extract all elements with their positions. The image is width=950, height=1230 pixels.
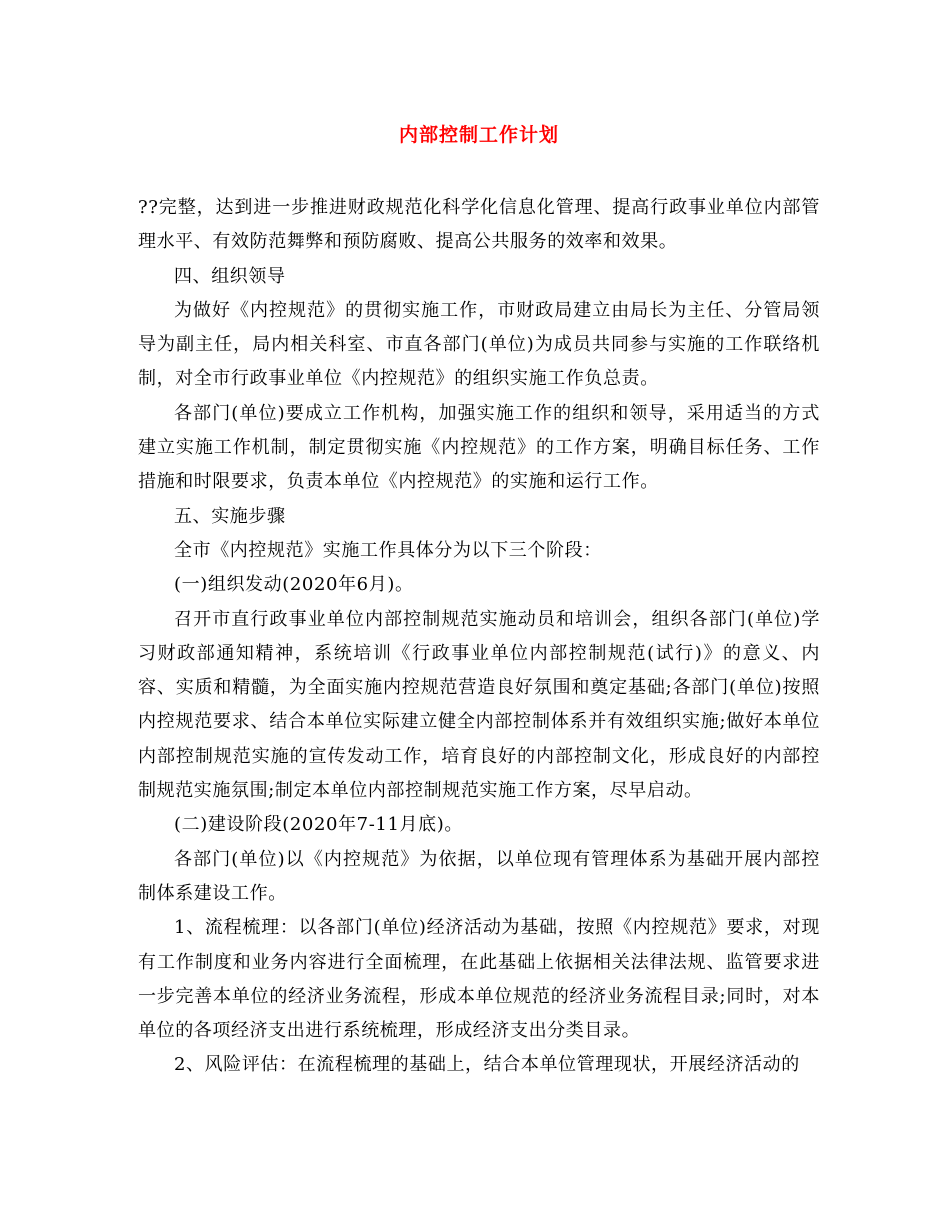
paragraph: 五、实施步骤 [174,505,286,527]
document-title: 内部控制工作计划 [398,124,559,146]
paragraph: 1、流程梳理：以各部门(单位)经济活动为基础，按照《内控规范》要求，对现有工作制度和业务内容进行全面梳理，在此基础上依据相关法律法规、监管要求进一步完善本单位的经济业务流程，形成本单位规范的经济业务流程目录;同时，对本单位的各项经济支出进行系统梳理，形成经济支出分类目录。 [138,917,820,1042]
paragraph: ??完整，达到进一步推进财政规范化科学化信息化管理、提高行政事业单位内部管理水平、有效防范舞弊和预防腐败、提高公共服务的效率和效果。 [138,197,820,253]
paragraph: 各部门(单位)以《内控规范》为依据，以单位现有管理体系为基础开展内部控制体系建设工作。 [138,848,820,904]
paragraph: 各部门(单位)要成立工作机构，加强实施工作的组织和领导，采用适当的方式建立实施工作机制，制定贯彻实施《内控规范》的工作方案，明确目标任务、工作措施和时限要求，负责本单位《内控规范》的实施和运行工作。 [138,402,820,493]
paragraph: 召开市直行政事业单位内部控制规范实施动员和培训会，组织各部门(单位)学习财政部通知精神，系统培训《行政事业单位内部控制规范(试行)》的意义、内容、实质和精髓，为全面实施内控规范营造良好氛围和奠定基础;各部门(单位)按照内控规范要求、结合本单位实际建立健全内部控制体系并有效组织实施;做好本单位内部控制规范实施的宣传发动工作，培育良好的内部控制文化，形成良好的内部控制规范实施氛围;制定本单位内部控制规范实施工作方案，尽早启动。 [138,608,820,802]
paragraph: 2、风险评估：在流程梳理的基础上，结合本单位管理现状，开展经济活动的 [174,1054,800,1076]
paragraph: 全市《内控规范》实施工作具体分为以下三个阶段： [174,539,602,561]
paragraph: 为做好《内控规范》的贯彻实施工作，市财政局建立由局长为主任、分管局领导为副主任，局内相关科室、市直各部门(单位)为成员共同参与实施的工作联络机制，对全市行政事业单位《内控规范》的组织实施工作负总责。 [138,299,820,390]
paragraph: 四、组织领导 [174,265,286,287]
paragraph: (一)组织发动(2020年6月)。 [174,574,414,596]
paragraph: (二)建设阶段(2020年7-11月底)。 [174,814,463,836]
document-body [138,191,820,1083]
